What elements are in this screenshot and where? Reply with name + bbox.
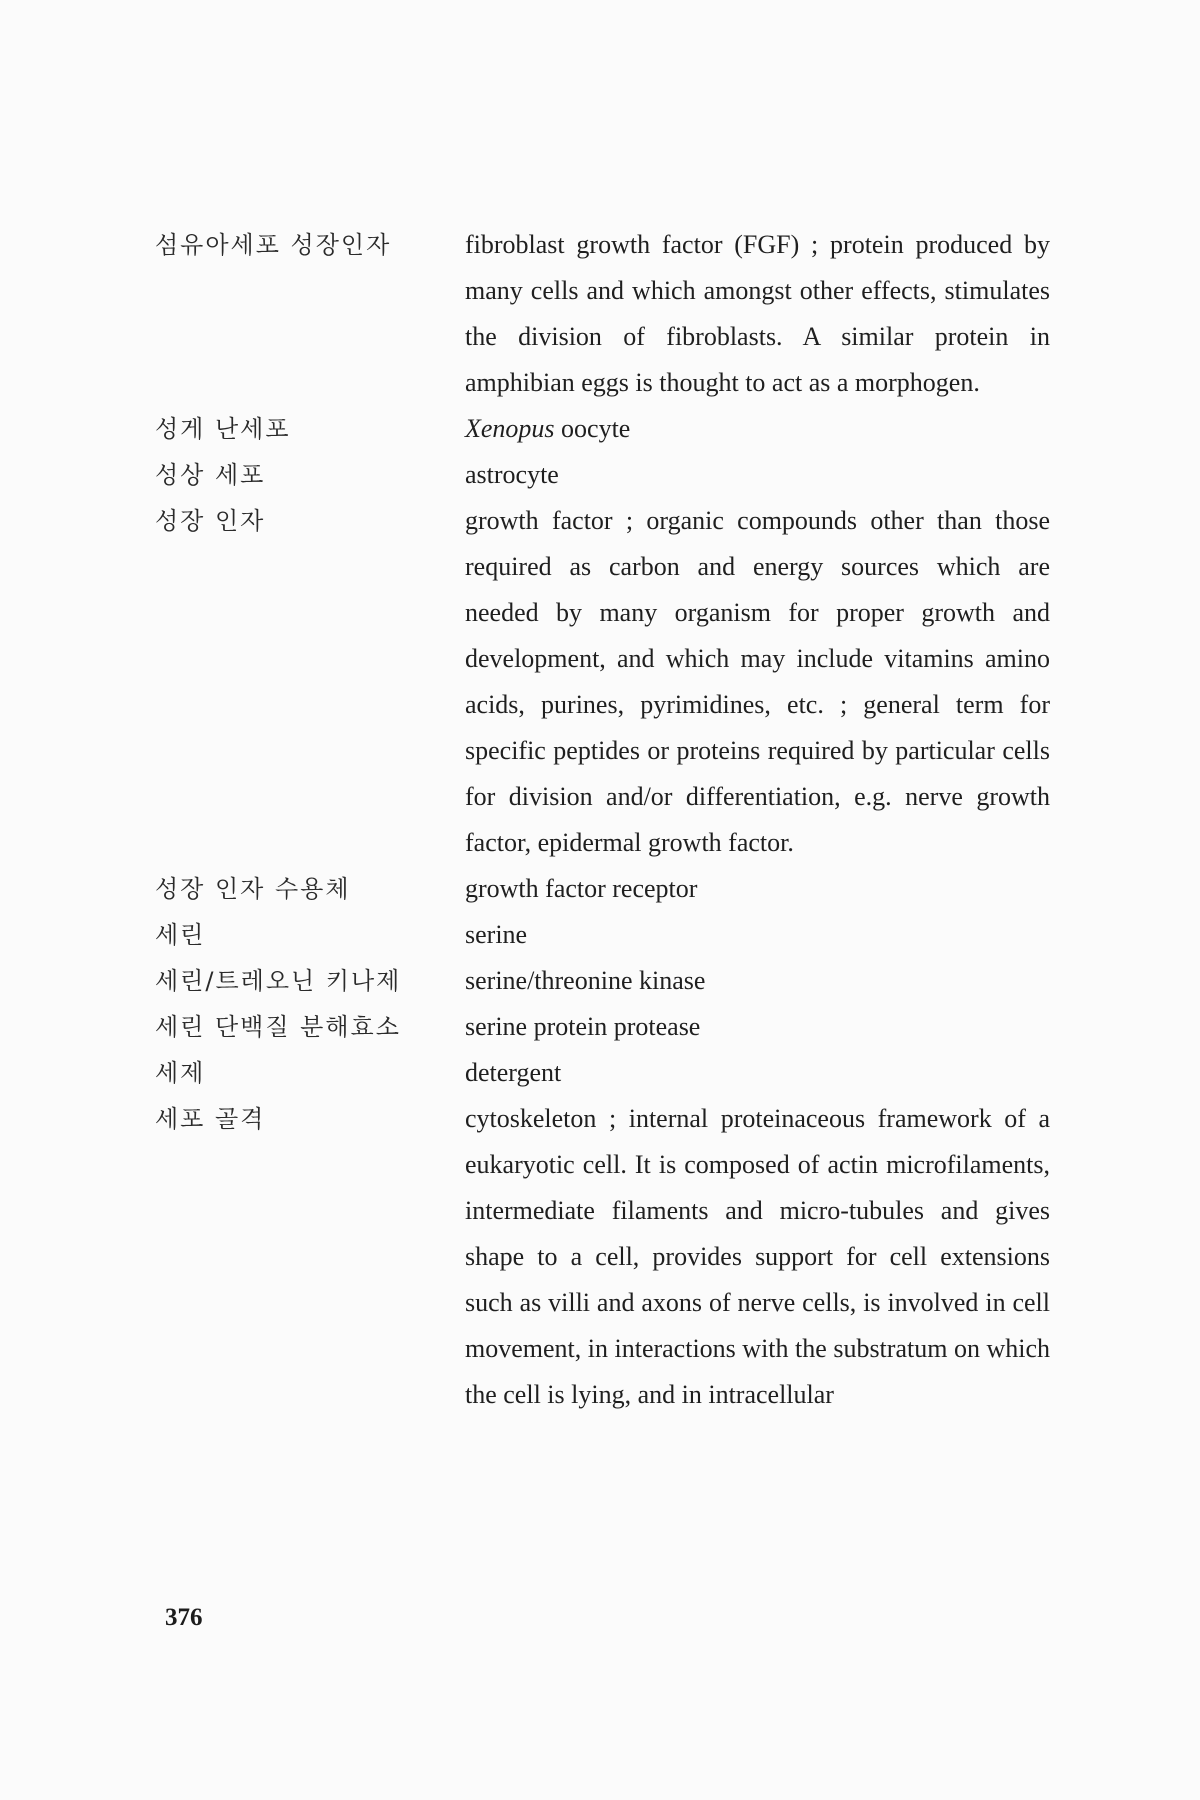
glossary-entry <box>155 406 1055 452</box>
english-definition: growth factor ; organic compounds other than those required as carbon and energy sources which are needed by many organism for proper growth and development, and which may include vitamins amino acids, purines, pyrimidines, etc. ; general term for specific peptides or proteins required by particular cells for division and/or differentiation, e.g. nerve growth factor, epidermal growth factor. <box>465 506 1050 857</box>
korean-term: 성상 세포 <box>155 461 266 489</box>
english-definition: cytoskeleton ; internal proteinaceous framework of a eukaryotic cell. It is composed of actin microfilaments, intermediate filaments and micro-tubules and gives shape to a cell, provides support for cell extensions such as villi and axons of nerve cells, is involved in cell movement, in interactions with the substratum on which the cell is lying, and in intracellular <box>465 1104 1050 1409</box>
page-number: 376 <box>165 1604 203 1631</box>
glossary-entry <box>155 958 1055 1004</box>
glossary-entry <box>155 912 1055 958</box>
definition-text: oocyte <box>554 414 631 443</box>
korean-term: 세포 골격 <box>155 1105 266 1133</box>
glossary-entry <box>155 1096 1055 1418</box>
english-definition: serine protein protease <box>465 1012 701 1041</box>
glossary-entry <box>155 222 1055 406</box>
english-definition: detergent <box>465 1058 562 1087</box>
korean-term: 섬유아세포 성장인자 <box>155 231 392 259</box>
english-definition: fibroblast growth factor (FGF) ; protein produced by many cells and which amongst other effects, stimulates the division of fibroblasts. A similar protein in amphibian eggs is thought to act as a morphogen. <box>465 230 1050 397</box>
korean-term: 세린 <box>155 921 206 949</box>
english-definition: serine/threonine kinase <box>465 966 706 995</box>
korean-term: 성게 난세포 <box>155 415 291 443</box>
glossary-entry <box>155 1050 1055 1096</box>
english-definition <box>465 406 1050 452</box>
korean-term: 세제 <box>155 1059 206 1087</box>
glossary-entry <box>155 498 1055 866</box>
english-definition: astrocyte <box>465 460 559 489</box>
glossary-entry <box>155 1004 1055 1050</box>
glossary-entry <box>155 866 1055 912</box>
italic-genus: Xenopus <box>465 414 555 443</box>
glossary-entries <box>155 222 1055 1418</box>
english-definition: growth factor receptor <box>465 874 698 903</box>
korean-term: 세린 단백질 분해효소 <box>155 1013 401 1041</box>
korean-term: 세린/트레오닌 키나제 <box>155 967 402 995</box>
english-definition: serine <box>465 920 528 949</box>
korean-term: 성장 인자 <box>155 507 266 535</box>
korean-term: 성장 인자 수용체 <box>155 875 351 903</box>
glossary-entry <box>155 452 1055 498</box>
